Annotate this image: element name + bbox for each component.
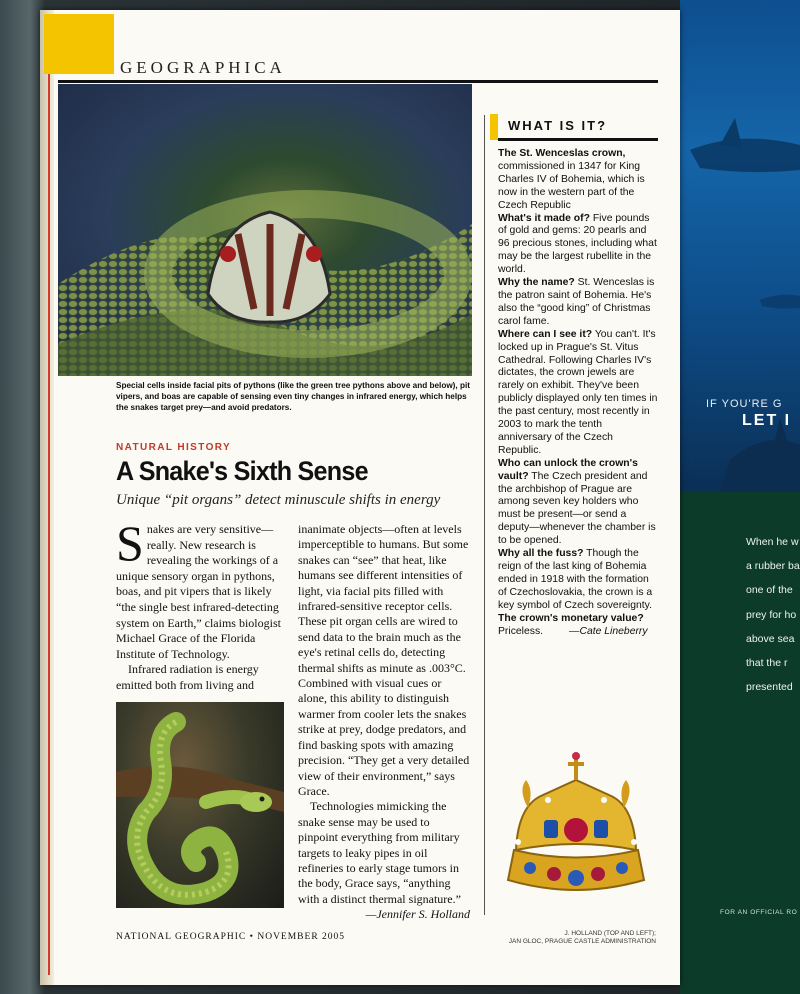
ad-body-line: presented [746, 681, 793, 694]
ad-body-line: one of the [746, 584, 793, 597]
sidebar-question: Where can I see it? [498, 328, 593, 340]
photo-credit-line: JAN GLOC, PRAGUE CASTLE ADMINISTRATION [508, 938, 656, 945]
sidebar-answer: St. Wenceslas is the patron saint of Bohemia. He's also the “good king” of Christmas carol fame. [498, 277, 655, 327]
crown-photo [488, 750, 664, 916]
sidebar-question: Why the name? [498, 277, 575, 289]
sidebar-question: The crown's monetary value? [498, 612, 644, 624]
what-is-it-sidebar [498, 148, 658, 638]
ad-body-text [746, 530, 800, 699]
sidebar-question: The St. Wenceslas crown, [498, 148, 626, 159]
sidebar-answer: commissioned in 1347 for King Charles IV of Bohemia, which is now in the western part of the Czech Republic [498, 160, 645, 211]
ad-body-line: When he w [746, 536, 799, 548]
sidebar-color-bar [490, 114, 498, 140]
article-paragraph-4: Technologies mimicking the snake sense may be used to pinpoint everything from military targets to leaky pipes in oil refineries to early stage tumors in the body, Grace says, “anything with a distinct thermal signature.” [298, 799, 461, 906]
ad-footer: FOR AN OFFICIAL RO [720, 909, 798, 916]
ad-body-line: a rubber ba [746, 560, 800, 573]
article-paragraph-1: nakes are very sensitive—really. New research is revealing the workings of a unique sensory organ in pythons, boas, and pit vipers that is likely “the single best infrared-detecting system on Earth,” claims biologist Michael Grace of the Florida Institute of Technology. [116, 522, 281, 661]
sidebar-answer: Priceless. [498, 625, 544, 637]
sidebar-answer: Five pounds of gold and gems: 20 pearls and 96 precious stones, including what may be the largest rubellite in the world. [498, 212, 657, 276]
section-title: GEOGRAPHICA [120, 58, 286, 77]
article-paragraph-3: inanimate objects—often at levels imperceptible to humans. But some snakes can “see” that heat, like humans see different intensities of light, via facial pits filled with infrared-sensitive receptor cells. These pit organ cells are wired to send data to the brain much as the eye's retinal cells do, detecting thermal shifts as minute as .003°C. Combined with visual cues or alone, this ability to distinguish warmer from cooler lets the snakes strike at prey, dodge predators, and find basking spots with amazing precision. “They get a very detailed view of their environment,” says Grace. [298, 522, 470, 798]
ad-headline-2: LET I [742, 412, 792, 429]
page-footer: NATIONAL GEOGRAPHIC • NOVEMBER 2005 [116, 932, 346, 942]
python-photo [58, 84, 472, 376]
sidebar-answer: The Czech president and the archbishop of Prague are among seven key holders who must be present—or send a deputy—whenever the chamber is to be opened. [498, 470, 656, 547]
sidebar-signature: —Cate Lineberry [569, 625, 648, 637]
sidebar-heading: WHAT IS IT? [508, 118, 608, 133]
photo-caption: Special cells inside facial pits of pythons (like the green tree pythons above and below), pit vipers, and boas are capable of sensing even tiny changes in infrared energy, which helps the snakes target prey—and avoid predators. [116, 381, 470, 412]
sidebar-header [490, 114, 658, 140]
st-wenceslas-crown-illustration [488, 750, 664, 916]
sidebar-question: Why all the fuss? [498, 548, 584, 560]
article-column-2 [298, 522, 470, 923]
article-column-1 [116, 515, 288, 694]
article-headline: A Snake's Sixth Sense [116, 456, 368, 486]
ad-headline-1: IF YOU'RE G [706, 398, 783, 410]
sidebar-heading-rule [498, 138, 658, 141]
article-kicker: NATURAL HISTORY [116, 442, 232, 453]
photo-credits [480, 930, 656, 946]
sidebar-answer: You can't. It's locked up in Prague's St. Vitus Cathedral. Following Charles IV's dictates, the crown jewels are rarely on exhibit. They've been publicly displayed only ten times in the past century, most recently in 2003 to mark the tenth anniversary of the Czech Republic. [498, 328, 658, 456]
ad-body-line: prey for ho [746, 608, 797, 621]
section-color-tab [44, 14, 114, 74]
page-edge-rule [48, 20, 50, 975]
sidebar-question: What's it made of? [498, 212, 590, 224]
header-rule [58, 80, 658, 83]
article-deck: Unique “pit organs” detect minuscule shifts in energy [116, 492, 441, 508]
python-head-illustration [58, 84, 472, 376]
photo-credit-line: J. HOLLAND (TOP AND LEFT); [564, 930, 656, 937]
ad-body-line: that the r [746, 657, 788, 670]
sidebar-answer: Though the reign of the last king of Bohemia ended in 1918 with the formation of Czechoslovakia, the crown is a key symbol of Czech sovereignty. [498, 548, 653, 611]
article-byline: —Jennifer S. Holland [365, 907, 470, 922]
ad-body-line: above sea [746, 632, 795, 645]
green-python-illustration [116, 702, 284, 908]
column-divider [484, 115, 485, 915]
green-tree-python-photo [116, 702, 284, 908]
article-paragraph-2: Infrared radiation is energy emitted both from living and [116, 662, 259, 692]
advertisement-page [680, 0, 800, 994]
page-spine [40, 10, 54, 985]
drop-cap: S [116, 515, 144, 571]
sidebar-question: Who can unlock the crown's vault? [498, 457, 638, 482]
